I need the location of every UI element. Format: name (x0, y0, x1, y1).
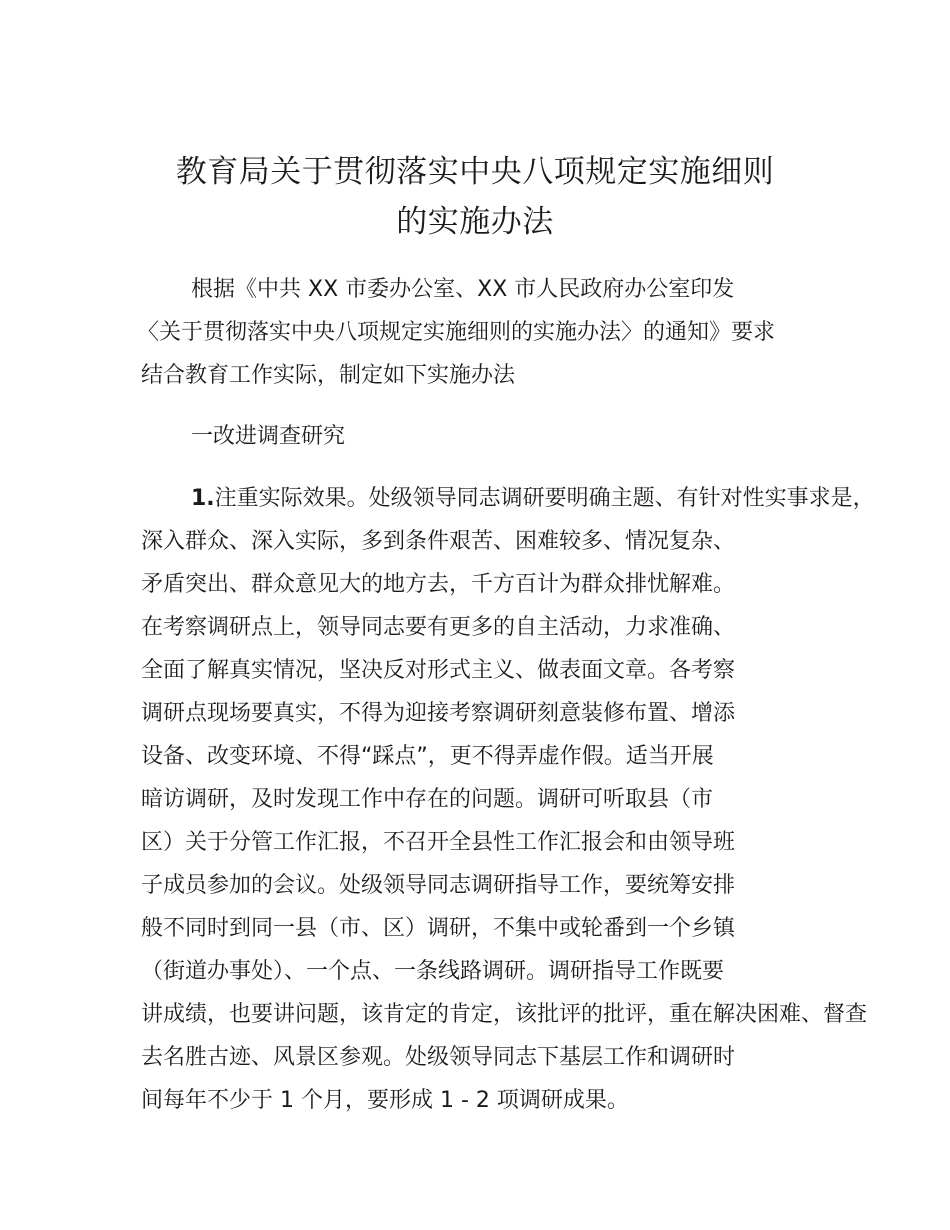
body-line: 暗访调研，及时发现工作中存在的问题。调研可听取县（市 (141, 787, 714, 812)
item-number: 1. (191, 486, 215, 511)
intro-line-3: 结合教育工作实际，制定如下实施办法 (141, 363, 516, 388)
body-line: 子成员参加的会议。处级领导同志调研指导工作，要统筹安排 (141, 873, 736, 898)
body-line: 调研点现场要真实，不得为迎接考察调研刻意装修布置、增添 (141, 701, 736, 726)
document-title-line-1: 教育局关于贯彻落实中央八项规定实施细则 (175, 154, 775, 190)
item-1-first-line (191, 488, 875, 510)
body-line: （街道办事处）、一个点、一条线路调研。调研指导工作既要 (141, 959, 725, 984)
body-line: 去名胜古迹、风景区参观。处级领导同志下基层工作和调研时 (141, 1045, 736, 1070)
body-line: 间每年不少于 1 个月，要形成 1 - 2 项调研成果。 (141, 1088, 629, 1113)
item-1-lead-text: 注重实际效果。处级领导同志调研要明确主题、有针对性实事求是， (214, 486, 875, 511)
intro-line-2: 〈关于贯彻落实中央八项规定实施细则的实施办法〉的通知》要求 (137, 320, 776, 345)
intro-line-1: 根据《中共 XX 市委办公室、XX 市人民政府办公室印发 (191, 277, 735, 302)
document-title-line-2: 的实施办法 (396, 204, 554, 240)
body-line: 矛盾突出、群众意见大的地方去，千方百计为群众排忧解难。 (141, 572, 736, 597)
body-line: 在考察调研点上，领导同志要有更多的自主活动，力求准确、 (141, 615, 736, 640)
body-line: 区）关于分管工作汇报，不召开全县性工作汇报会和由领导班 (141, 830, 736, 855)
body-line: 般不同时到同一县（市、区）调研，不集中或轮番到一个乡镇 (141, 916, 736, 941)
body-line: 深入群众、深入实际，多到条件艰苦、困难较多、情况复杂、 (141, 529, 736, 554)
body-line: 讲成绩，也要讲问题，该肯定的肯定，该批评的批评，重在解决困难、督查 (141, 1002, 868, 1027)
section-heading: 一改进调查研究 (191, 424, 346, 449)
body-line: 全面了解真实情况，坚决反对形式主义、做表面文章。各考察 (141, 658, 736, 683)
body-line: 设备、改变环境、不得“踩点”，更不得弄虚作假。适当开展 (141, 744, 714, 769)
